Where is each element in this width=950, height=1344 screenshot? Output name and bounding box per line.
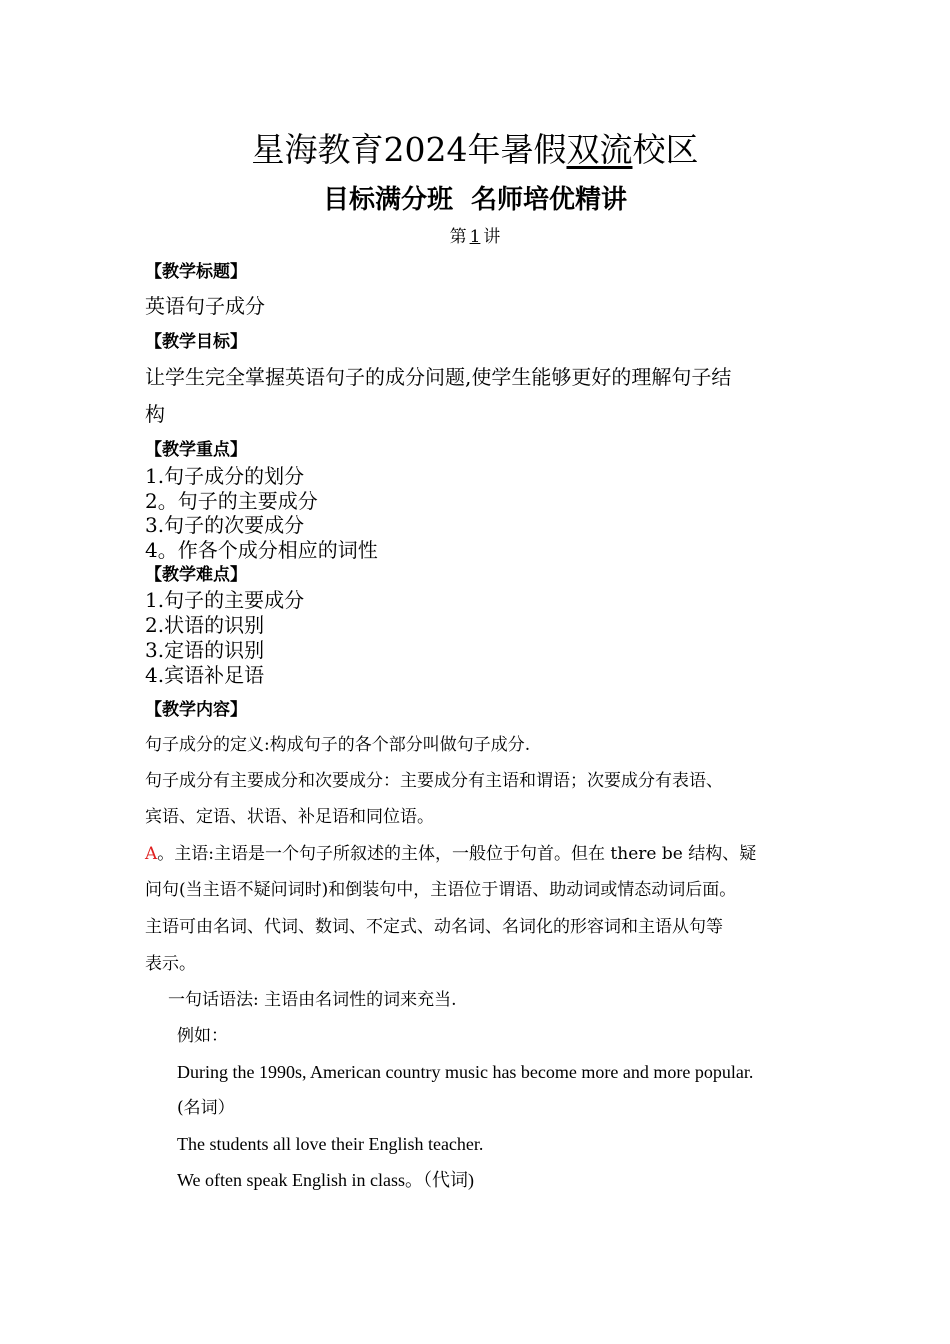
section-heading-goal: 【教学目标】 xyxy=(145,332,247,352)
title-underlined-text: 双流 xyxy=(566,130,633,169)
list-item: 2。句子的主要成分 xyxy=(145,489,318,513)
section-text-title: 英语句子成分 xyxy=(145,294,265,318)
section-heading-difficulties: 【教学难点】 xyxy=(145,565,247,585)
lecture-number-value: 1 xyxy=(469,227,481,247)
lecture-prefix: 第 xyxy=(449,227,467,247)
content-example1-note: (名词） xyxy=(177,1098,235,1118)
title-text-end: 校区 xyxy=(632,130,699,169)
document-subtitle: 目标满分班 名师培优精讲 xyxy=(322,185,628,215)
section-text-goal-line1: 让学生完全掌握英语句子的成分问题,使学生能够更好的理解句子结 xyxy=(145,365,732,389)
section-text-goal-line2: 构 xyxy=(145,402,165,426)
content-example-label: 例如： xyxy=(177,1026,228,1046)
content-definition: 句子成分的定义:构成句子的各个部分叫做句子成分. xyxy=(145,735,531,755)
section-heading-title: 【教学标题】 xyxy=(145,262,247,282)
content-example3: We often speak English in class。（代词) xyxy=(177,1170,474,1190)
list-item: 4。作各个成分相应的词性 xyxy=(145,538,378,562)
content-one-sentence-grammar: 一句话语法: 主语由名词性的词来充当. xyxy=(168,990,457,1010)
list-item: 3.句子的次要成分 xyxy=(145,513,305,537)
subject-marker: A xyxy=(145,844,158,864)
list-item: 2.状语的识别 xyxy=(145,613,265,637)
content-types-line2: 宾语、定语、状语、补足语和同位语。 xyxy=(145,807,434,827)
lecture-suffix: 讲 xyxy=(483,227,501,247)
document-title xyxy=(0,128,950,172)
list-item: 3.定语的识别 xyxy=(145,638,265,662)
content-example1: During the 1990s, American country music has become more and more popular. xyxy=(177,1062,754,1082)
content-subject-line3: 主语可由名词、代词、数词、不定式、动名词、名词化的形容词和主语从句等 xyxy=(145,917,723,937)
content-example2: The students all love their English teacher. xyxy=(177,1134,484,1154)
list-item: 1.句子成分的划分 xyxy=(145,464,305,488)
list-item: 1.句子的主要成分 xyxy=(145,588,305,612)
section-heading-key-points: 【教学重点】 xyxy=(145,440,247,460)
title-text: 星海教育2024年暑假 xyxy=(251,130,567,169)
section-heading-content: 【教学内容】 xyxy=(145,700,247,720)
content-types-line1: 句子成分有主要成分和次要成分：主要成分有主语和谓语；次要成分有表语、 xyxy=(145,771,723,791)
list-item: 4.宾语补足语 xyxy=(145,663,265,687)
content-subject-line1 xyxy=(145,841,756,867)
subject-line1-text: 。主语:主语是一个句子所叙述的主体，一般位于句首。但在 there be 结构、疑 xyxy=(157,844,757,864)
lecture-number xyxy=(0,224,950,250)
content-subject-line2: 问句(当主语不疑问词时)和倒装句中，主语位于谓语、助动词或情态动词后面。 xyxy=(145,880,737,900)
content-subject-line4: 表示。 xyxy=(145,954,196,974)
